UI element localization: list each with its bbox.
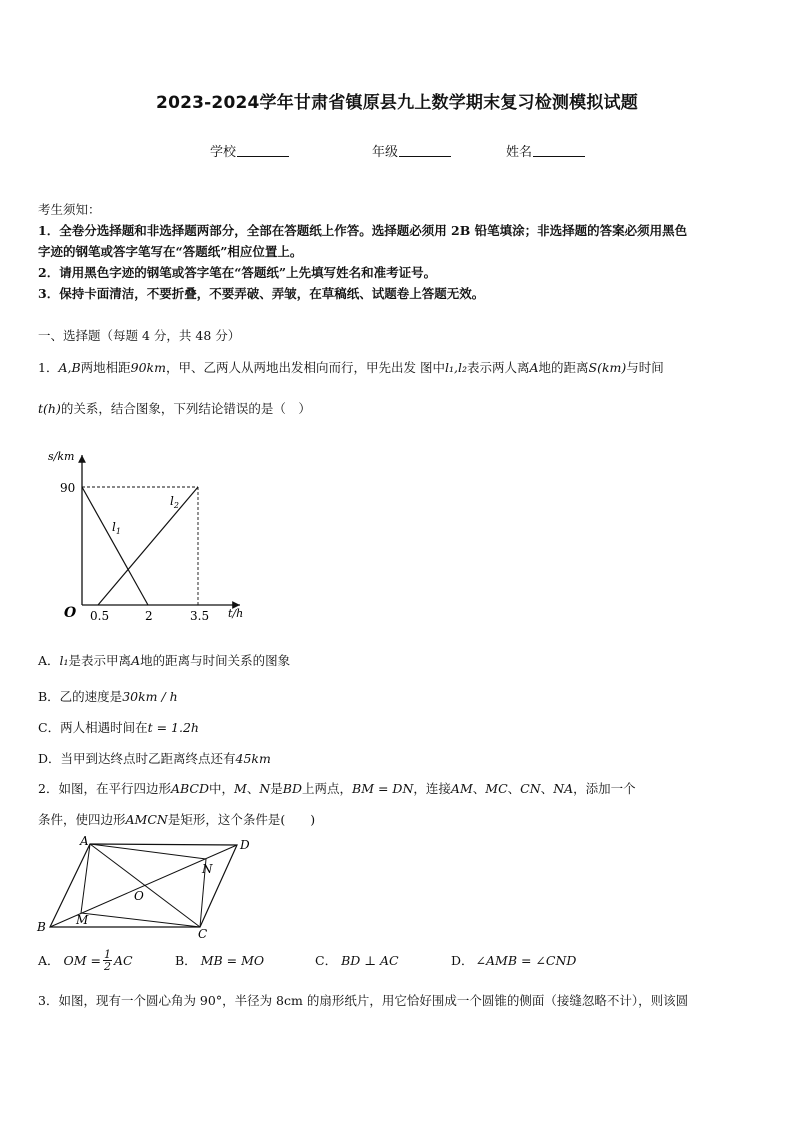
- q2-option-b: B． MB = MO: [175, 953, 265, 968]
- grade-blank: [399, 144, 451, 157]
- notice-heading: 考生须知：: [38, 202, 101, 217]
- q1-option-c: C．两人相遇时间在t = 1.2h: [38, 720, 199, 735]
- q1-option-a: A．l₁是表示甲离A地的距离与时间关系的图象: [38, 653, 291, 668]
- q1-option-b: B．乙的速度是30km / h: [38, 689, 178, 704]
- grade-field: [372, 141, 451, 160]
- name-field: [506, 141, 585, 160]
- point-m-label: M: [76, 913, 89, 927]
- name-label: 姓名: [506, 145, 533, 160]
- y-tick-label: 90: [60, 481, 76, 495]
- point-n-label: N: [202, 862, 213, 876]
- q2-option-a: A． OM = $\frac{1}{2}$ AC: [38, 947, 133, 973]
- name-blank: [533, 144, 585, 157]
- q1-graph: [40, 445, 255, 630]
- l2-label: $l_2$: [170, 494, 179, 510]
- segment-mc: [81, 913, 200, 927]
- q1-line1: 1．A,B两地相距90km，甲、乙两人从两地出发相向而行，甲先出发 图中l₁,l₂表示两人离A地的距离S(km)与时间: [38, 360, 664, 375]
- point-a-label: A: [80, 834, 89, 848]
- grade-label: 年级: [372, 145, 399, 160]
- point-b-label: B: [37, 920, 46, 934]
- line-l1: [82, 487, 148, 605]
- q2-line1: 2．如图，在平行四边形ABCD中，M、N是BD上两点，BM = DN，连接AM、MC、CN、NA，添加一个: [38, 781, 636, 796]
- notice-item: 1．全卷分选择题和非选择题两部分，全部在答题纸上作答。选择题必须用 2B 铅笔填涂；非选择题的答案必须用黑色: [38, 223, 688, 238]
- q2-option-d: D． ∠AMB = ∠CND: [451, 953, 577, 968]
- notice-item: 3．保持卡面清洁，不要折叠，不要弄破、弄皱，在草稿纸、试题卷上答题无效。: [38, 286, 485, 301]
- page-title: 2023-2024学年甘肃省镇原县九上数学期末复习检测模拟试题: [156, 93, 638, 113]
- point-c-label: C: [198, 927, 208, 940]
- q3-line1: 3．如图，现有一个圆心角为 90°，半径为 8cm 的扇形纸片，用它恰好围成一个圆锥的侧面（接缝忽略不计），则该圆: [38, 993, 689, 1008]
- line-l2: [98, 487, 198, 605]
- point-d-label: D: [240, 838, 250, 852]
- l1-label: $l_1$: [112, 520, 121, 536]
- q2-option-c: C． BD ⊥ AC: [315, 953, 399, 968]
- origin-label: O: [64, 605, 77, 621]
- point-o-label: O: [134, 889, 144, 903]
- x-tick-label: 0.5: [90, 609, 110, 623]
- school-field: [210, 141, 289, 160]
- x-axis-label: t/h: [228, 607, 244, 620]
- q2-figure: [32, 832, 262, 940]
- notice-item: 2．请用黑色字迹的钢笔或答字笔在“答题纸”上先填写姓名和准考证号。: [38, 265, 437, 280]
- school-blank: [237, 144, 289, 157]
- school-label: 学校: [210, 145, 237, 160]
- fraction: $\frac{1}{2}$: [104, 947, 112, 973]
- y-axis-label: s/km: [48, 450, 75, 463]
- q2-line2: 条件，使四边形AMCN是矩形，这个条件是( ): [38, 812, 316, 827]
- q1-line2: t(h)的关系，结合图象，下列结论错误的是（ ）: [38, 401, 311, 416]
- x-tick-label: 3.5: [190, 609, 210, 623]
- section-heading: 一、选择题（每题 4 分，共 48 分）: [38, 328, 241, 343]
- q1-option-d: D．当甲到达终点时乙距离终点还有45km: [38, 751, 271, 766]
- x-tick-label: 2: [145, 609, 153, 623]
- notice-item: 字迹的钢笔或答字笔写在“答题纸”相应位置上。: [38, 244, 303, 259]
